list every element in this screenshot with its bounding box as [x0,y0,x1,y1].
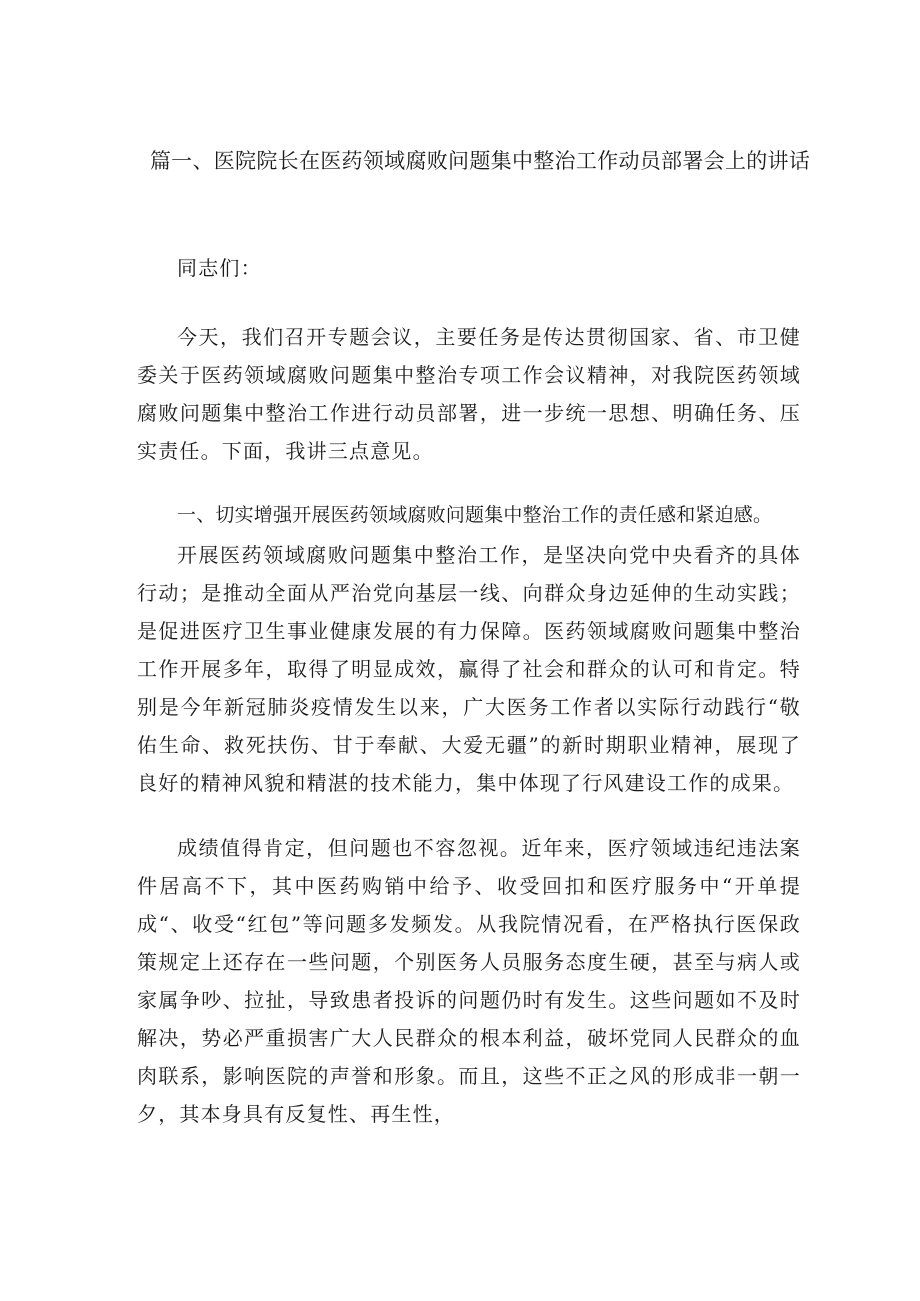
section-heading-1: 一、切实增强开展医药领域腐败问题集中整治工作的责任感和紧迫感。 [177,504,773,526]
paragraph-section1-2: 成绩值得肯定，但问题也不容忽视。近年来，医疗领域违纪违法案件居高不下，其中医药购销中给予、收受回扣和医疗服务中“开单提成“、收受“红包”等问题多发频发。从我院情况看，在严格执行医保政策规定上还存在一些问题，个别医务人员服务态度生硬，甚至与病人或家属争吵、拉扯，导致患者投诉的问题仍时有发生。这些问题如不及时解决，势必严重损害广大人民群众的根本利益，破坏党同人民群众的血肉联系，影响医院的声誉和形象。而且，这些不正之风的形成非一朝一夕，其本身具有反复性、再生性， [137,836,801,1126]
greeting: 同志们： [177,256,262,280]
paragraph-section1-1: 开展医药领域腐败问题集中整治工作，是坚决向党中央看齐的具体行动；是推动全面从严治党向基层一线、向群众身边延伸的生动实践；是促进医疗卫生事业健康发展的有力保障。医药领域腐败问题集中整治工作开展多年，取得了明显成效，赢得了社会和群众的认可和肯定。特别是今年新冠肺炎疫情发生以来，广大医务工作者以实际行动践行“敬佑生命、救死扶伤、甘于奉献、大爱无疆”的新时期职业精神，展现了良好的精神风貌和精湛的技术能力，集中体现了行风建设工作的成果。 [137,543,801,795]
paragraph-intro: 今天，我们召开专题会议，主要任务是传达贯彻国家、省、市卫健委关于医药领域腐败问题集中整治专项工作会议精神，对我院医药领域腐败问题集中整治工作进行动员部署，进一步统一思想、明确任务、压实责任。下面，我讲三点意见。 [137,325,801,463]
document-title: 篇一、医院院长在医药领域腐败问题集中整治工作动员部署会上的讲话 [149,149,811,173]
